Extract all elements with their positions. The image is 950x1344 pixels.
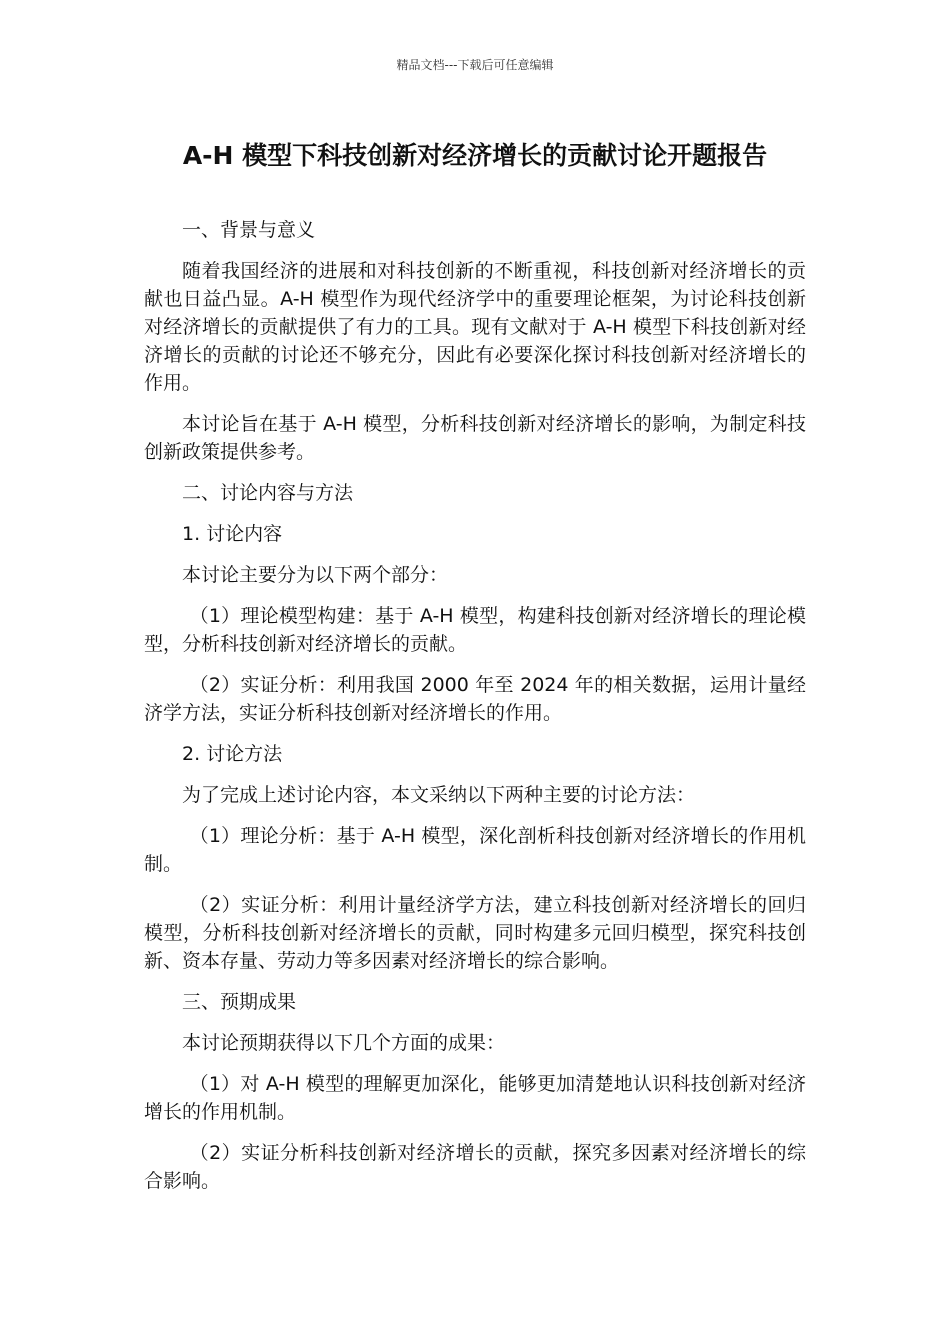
list-item-method-2: （2）实证分析：利用计量经济学方法，建立科技创新对经济增长的回归模型，分析科技创新对经济增长的贡献，同时构建多元回归模型，探究科技创新、资本存量、劳动力等多因素对经济增长的综合影响。 bbox=[144, 894, 806, 972]
subsection-heading-content: 1. 讨论内容 bbox=[182, 523, 283, 545]
paragraph-method-intro: 为了完成上述讨论内容，本文采纳以下两种主要的讨论方法： bbox=[182, 784, 696, 806]
section-heading-background: 一、背景与意义 bbox=[182, 219, 316, 241]
paragraph-purpose: 本讨论旨在基于 A-H 模型，分析科技创新对经济增长的影响，为制定科技创新政策提供参考。 bbox=[144, 413, 806, 463]
section-heading-expected-results: 三、预期成果 bbox=[182, 991, 297, 1013]
paragraph-content-intro: 本讨论主要分为以下两个部分： bbox=[182, 564, 449, 586]
section-heading-content-method: 二、讨论内容与方法 bbox=[182, 482, 354, 504]
header-note: 精品文档---下载后可任意编辑 bbox=[396, 58, 554, 72]
document-body bbox=[144, 216, 806, 1208]
document-title: A-H 模型下科技创新对经济增长的贡献讨论开题报告 bbox=[182, 141, 768, 170]
list-item-content-1: （1）理论模型构建：基于 A-H 模型，构建科技创新对经济增长的理论模型，分析科技创新对经济增长的贡献。 bbox=[144, 605, 806, 655]
list-item-result-2: （2）实证分析科技创新对经济增长的贡献，探究多因素对经济增长的综合影响。 bbox=[144, 1142, 806, 1192]
list-item-method-1: （1）理论分析：基于 A-H 模型，深化剖析科技创新对经济增长的作用机制。 bbox=[144, 825, 806, 875]
list-item-content-2: （2）实证分析：利用我国 2000 年至 2024 年的相关数据，运用计量经济学方法，实证分析科技创新对经济增长的作用。 bbox=[144, 674, 806, 724]
paragraph-background: 随着我国经济的进展和对科技创新的不断重视，科技创新对经济增长的贡献也日益凸显。A-H 模型作为现代经济学中的重要理论框架，为讨论科技创新对经济增长的贡献提供了有力的工具。现有文献对于 A-H 模型下科技创新对经济增长的贡献的讨论还不够充分，因此有必要深化探讨科技创新对经济增长的作用。 bbox=[144, 260, 806, 394]
paragraph-results-intro: 本讨论预期获得以下几个方面的成果： bbox=[182, 1032, 506, 1054]
list-item-result-1: （1）对 A-H 模型的理解更加深化，能够更加清楚地认识科技创新对经济增长的作用机制。 bbox=[144, 1073, 806, 1123]
subsection-heading-method: 2. 讨论方法 bbox=[182, 743, 283, 765]
